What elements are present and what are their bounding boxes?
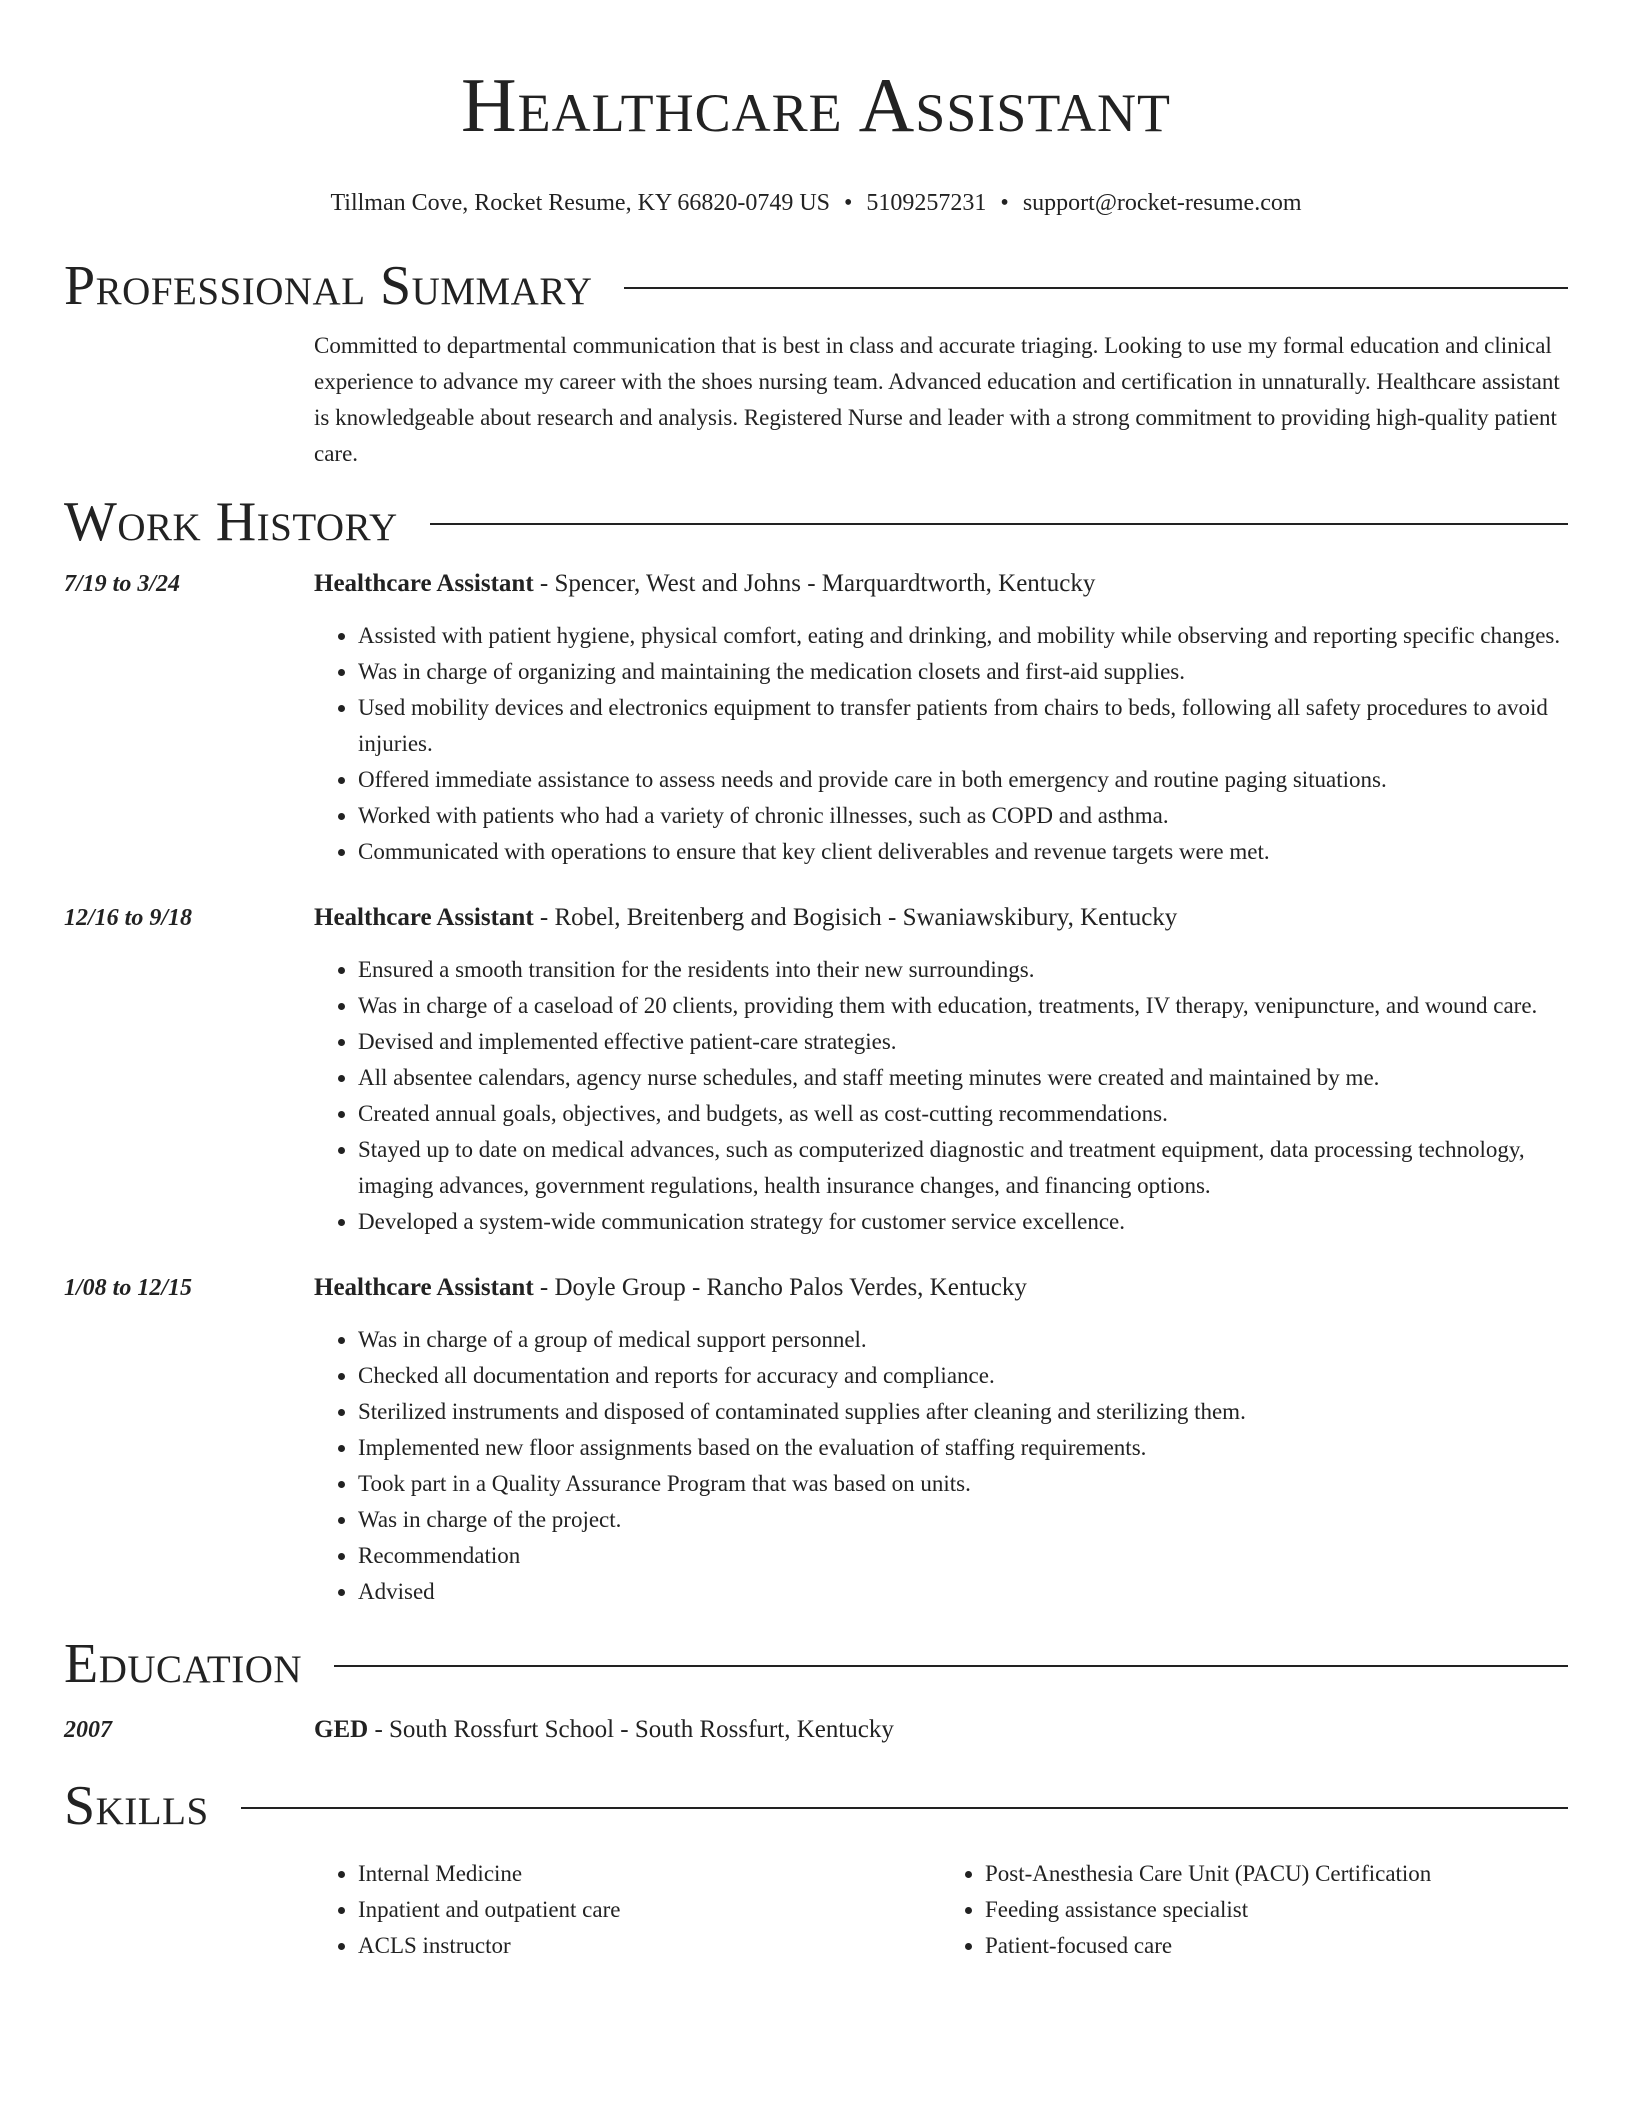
education-year: 2007 <box>64 1717 112 1743</box>
skill-item: • Feeding assistance specialist <box>985 1892 1568 1928</box>
list-item: • Implemented new floor assignments based on the evaluation of staffing requirements. <box>358 1430 1568 1466</box>
job-title: Healthcare Assistant <box>314 570 534 597</box>
summary-text: Committed to departmental communication that is best in class and accurate triaging. Looking to use my formal education and clinical experience to advance my career with the shoes nursing team. Advanced education and certification in unnaturally. Healthcare assistant is knowledgeable about research and analysis. Registered Nurse and leader with a strong commitment to providing high-quality patient care. <box>314 333 1560 466</box>
job-company: - Spencer, West and Johns - Marquardtworth, Kentucky <box>533 570 1096 597</box>
job-bullets <box>314 952 1568 1240</box>
job-title: Healthcare Assistant <box>314 904 534 931</box>
job-title-line <box>314 1272 1568 1304</box>
section-divider <box>334 1665 1568 1667</box>
list-item: • Assisted with patient hygiene, physical comfort, eating and drinking, and mobility while observing and reporting specific changes. <box>358 618 1568 654</box>
job-company: - Robel, Breitenberg and Bogisich - Swaniawskibury, Kentucky <box>533 904 1178 931</box>
education-entry <box>64 1714 1568 1746</box>
list-item: • Worked with patients who had a variety of chronic illnesses, such as COPD and asthma. <box>358 798 1568 834</box>
contact-email: support@rocket-resume.com <box>1022 190 1302 216</box>
job-title: Healthcare Assistant <box>314 1274 534 1301</box>
skills-section-heading <box>64 1774 1568 1838</box>
list-item: • Was in charge of a group of medical support personnel. <box>358 1322 1568 1358</box>
skills-list-left <box>314 1856 941 1964</box>
section-divider <box>624 287 1568 289</box>
section-divider <box>241 1807 1568 1809</box>
skill-item: • Patient-focused care <box>985 1928 1568 1964</box>
skill-item: • Post-Anesthesia Care Unit (PACU) Certification <box>985 1856 1568 1892</box>
contact-address: Tillman Cove, Rocket Resume, KY 66820-0749 US <box>330 190 831 216</box>
skills-grid <box>314 1856 1568 1964</box>
list-item: • Advised <box>358 1574 1568 1610</box>
skill-item: • ACLS instructor <box>358 1928 941 1964</box>
contact-separator: • <box>1000 190 1009 216</box>
summary-left-spacer <box>64 328 314 472</box>
list-item: • Devised and implemented effective patient-care strategies. <box>358 1024 1568 1060</box>
work-section-heading <box>64 490 1568 554</box>
contact-line <box>64 188 1568 218</box>
summary-heading: Professional Summary <box>64 255 593 317</box>
list-item: • All absentee calendars, agency nurse schedules, and staff meeting minutes were created and maintained by me. <box>358 1060 1568 1096</box>
list-item: • Checked all documentation and reports for accuracy and compliance. <box>358 1358 1568 1394</box>
resume-name: Healthcare Assistant <box>461 62 1171 148</box>
list-item: • Recommendation <box>358 1538 1568 1574</box>
list-item: • Was in charge of the project. <box>358 1502 1568 1538</box>
list-item: • Created annual goals, objectives, and budgets, as well as cost-cutting recommendations. <box>358 1096 1568 1132</box>
list-item: • Used mobility devices and electronics equipment to transfer patients from chairs to beds, following all safety procedures to avoid injuries. <box>358 690 1568 762</box>
contact-separator: • <box>844 190 853 216</box>
list-item: • Took part in a Quality Assurance Program that was based on units. <box>358 1466 1568 1502</box>
summary-row <box>64 328 1568 472</box>
job-entry <box>64 902 1568 1240</box>
education-section-heading <box>64 1632 1568 1696</box>
skills-heading: Skills <box>64 1775 209 1837</box>
list-item: • Stayed up to date on medical advances, such as computerized diagnostic and treatment equipment, data processing technology, imaging advances, government regulations, health insurance changes, and financing options. <box>358 1132 1568 1204</box>
list-item: • Sterilized instruments and disposed of contaminated supplies after cleaning and sterilizing them. <box>358 1394 1568 1430</box>
education-line <box>314 1714 1568 1746</box>
contact-phone: 5109257231 <box>866 190 987 216</box>
skill-item: • Inpatient and outpatient care <box>358 1892 941 1928</box>
job-entry <box>64 568 1568 870</box>
job-dates: 12/16 to 9/18 <box>64 905 193 931</box>
skill-item: • Internal Medicine <box>358 1856 941 1892</box>
list-item: • Was in charge of organizing and maintaining the medication closets and first-aid supplies. <box>358 654 1568 690</box>
job-dates: 7/19 to 3/24 <box>64 571 181 597</box>
job-title-line <box>314 902 1568 934</box>
list-item: • Offered immediate assistance to assess needs and provide care in both emergency and routine paging situations. <box>358 762 1568 798</box>
skills-left-spacer <box>64 1856 314 1964</box>
section-divider <box>430 523 1568 525</box>
job-company: - Doyle Group - Rancho Palos Verdes, Kentucky <box>533 1274 1027 1301</box>
job-title-line <box>314 568 1568 600</box>
summary-section-heading <box>64 254 1568 318</box>
job-bullets <box>314 1322 1568 1610</box>
work-heading: Work History <box>64 491 398 553</box>
list-item: • Developed a system-wide communication strategy for customer service excellence. <box>358 1204 1568 1240</box>
education-degree: GED <box>314 1716 369 1743</box>
job-bullets <box>314 618 1568 870</box>
education-heading: Education <box>64 1633 303 1695</box>
skills-list-right <box>941 1856 1568 1964</box>
list-item: • Communicated with operations to ensure that key client deliverables and revenue targets were met. <box>358 834 1568 870</box>
skills-row <box>64 1856 1568 1964</box>
list-item: • Was in charge of a caseload of 20 clients, providing them with education, treatments, IV therapy, venipuncture, and wound care. <box>358 988 1568 1024</box>
job-entry <box>64 1272 1568 1610</box>
job-dates: 1/08 to 12/15 <box>64 1275 193 1301</box>
list-item: • Ensured a smooth transition for the residents into their new surroundings. <box>358 952 1568 988</box>
education-school: - South Rossfurt School - South Rossfurt, Kentucky <box>368 1716 894 1743</box>
